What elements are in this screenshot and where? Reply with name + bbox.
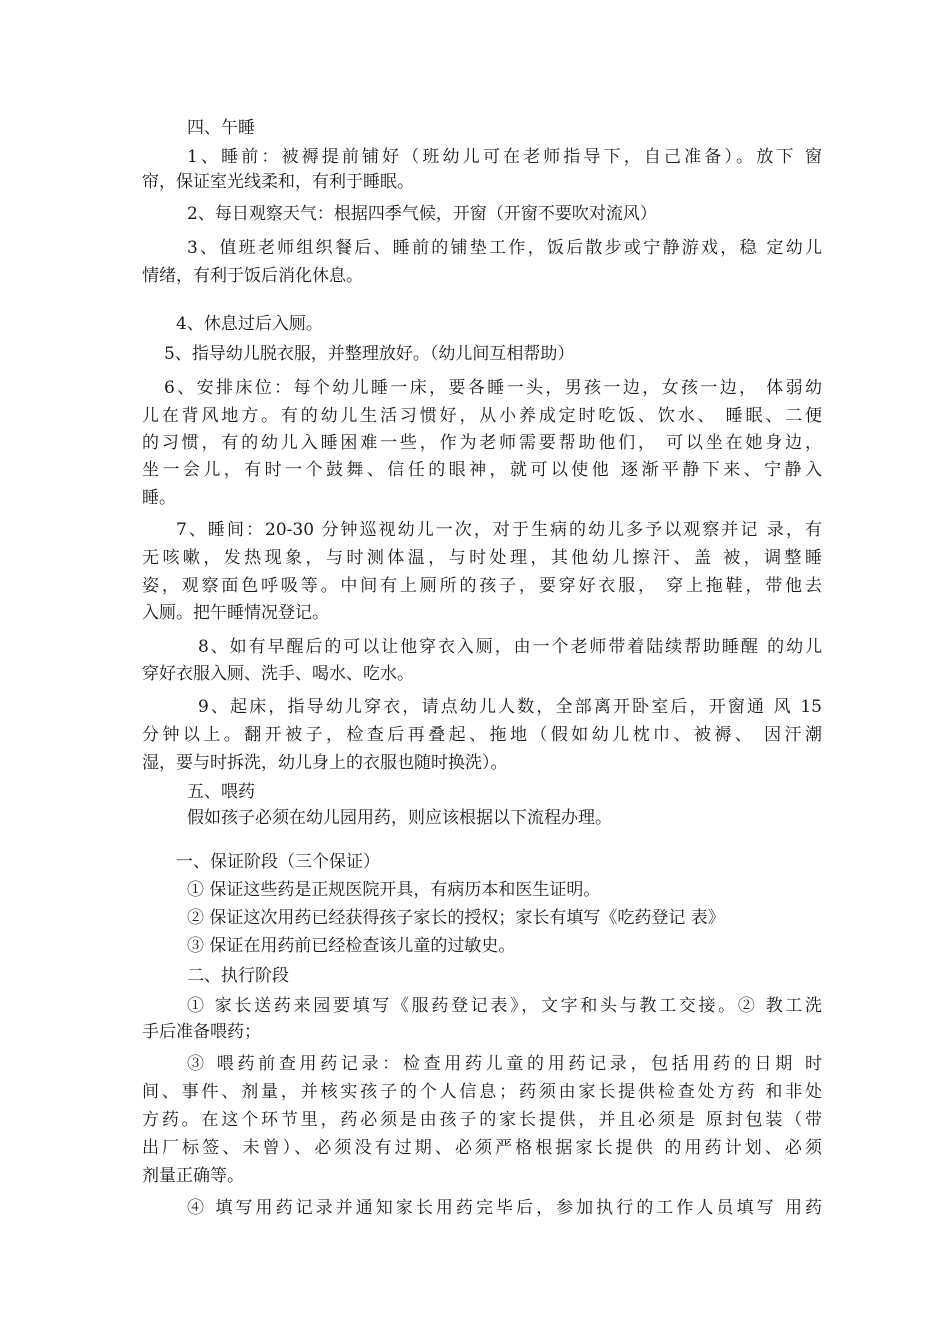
text-line: 6、安排床位：每个幼儿睡一床，要各睡一头，男孩一边，女孩一边， 体弱幼 — [164, 378, 822, 398]
text-line: 的习惯，有的幼儿入睡困难一些，作为老师需要帮助他们， 可以坐在她身边， — [142, 433, 822, 453]
text-line: 8、如有早醒后的可以让他穿衣入厕，由一个老师带着陆续帮助睡醒 的幼儿 — [198, 637, 822, 657]
text-line: ③ 保证在用药前已经检查该儿童的过敏史。 — [187, 936, 516, 956]
text-line: 剂量正确等。 — [142, 1166, 244, 1186]
text-line: 坐一会儿，有时一个鼓舞、信任的眼神，就可以使他 逐渐平静下来、宁静入 — [142, 460, 822, 480]
text-line: 五、喂药 — [187, 782, 255, 802]
text-line: ② 保证这次用药已经获得孩子家长的授权；家长有填写《吃药登记 表》 — [187, 908, 725, 928]
text-line: 手后准备喂药； — [142, 1022, 261, 1042]
text-line: ③ 喂药前查用药记录：检查用药儿童的用药记录，包括用药的日期 时 — [187, 1054, 822, 1074]
text-line: 1、睡前：被褥提前铺好（班幼儿可在老师指导下，自己准备）。放下 窗 — [187, 147, 822, 167]
text-line: 四、午睡 — [187, 118, 255, 138]
text-line: ① 保证这些药是正规医院开具，有病历本和医生证明。 — [187, 880, 601, 900]
text-line: 3、值班老师组织餐后、睡前的铺垫工作，饭后散步或宁静游戏，稳 定幼儿 — [187, 238, 822, 258]
text-line: ① 家长送药来园要填写《服药登记表》，文字和头与教工交接。② 教工洗 — [187, 996, 822, 1016]
text-line: 出厂标签、未曾）、必须没有过期、必须严格根据家长提供 的用药计划、必须 — [142, 1138, 822, 1158]
text-line: 二、执行阶段 — [187, 966, 289, 986]
text-line: 情绪，有利于饭后消化休息。 — [142, 266, 363, 286]
text-line: 姿，观察面色呼吸等。中间有上厕所的孩子，要穿好衣服， 穿上拖鞋，带他去 — [142, 576, 822, 596]
text-line: ④ 填写用药记录并通知家长用药完毕后，参加执行的工作人员填写 用药 — [187, 1198, 822, 1218]
text-line: 睡。 — [142, 488, 176, 508]
text-line: 9、起床，指导幼儿穿衣，请点幼儿人数，全部离开卧室后，开窗通 风 15 — [198, 697, 822, 717]
text-line: 穿好衣服入厕、洗手、喝水、吃水。 — [142, 664, 414, 684]
text-line: 方药。在这个环节里，药必须是由孩子的家长提供，并且必须是 原封包装（带 — [142, 1110, 822, 1130]
text-line: 无咳嗽，发热现象，与时测体温，与时处理，其他幼儿擦汗、盖 被，调整睡 — [142, 548, 822, 568]
text-line: 儿在背风地方。有的幼儿生活习惯好，从小养成定时吃饭、饮水、 睡眠、二便 — [142, 406, 822, 426]
text-line: 间、事件、剂量，并核实孩子的个人信息；药须由家长提供检查处方药 和非处 — [142, 1082, 822, 1102]
text-line: 入厕。把午睡情况登记。 — [142, 603, 329, 623]
text-line: 湿，要与时拆洗，幼儿身上的衣服也随时换洗）。 — [142, 753, 508, 773]
text-line: 7、睡间：20-30 分钟巡视幼儿一次，对于生病的幼儿多予以观察并记 录，有 — [176, 520, 822, 540]
text-line: 假如孩子必须在幼儿园用药，则应该根据以下流程办理。 — [187, 808, 612, 828]
text-line: 一、保证阶段（三个保证） — [176, 852, 380, 872]
text-line: 2、每日观察天气：根据四季气候，开窗（开窗不要吹对流风） — [187, 204, 657, 224]
text-line: 5、指导幼儿脱衣服，并整理放好。（幼儿间互相帮助） — [164, 344, 575, 364]
text-line: 帘，保证室光线柔和，有利于睡眠。 — [142, 172, 414, 192]
text-line: 分钟以上。翻开被子，检查后再叠起、拖地（假如幼儿枕巾、被褥、 因汗潮 — [142, 725, 822, 745]
text-line: 4、休息过后入厕。 — [176, 314, 323, 334]
